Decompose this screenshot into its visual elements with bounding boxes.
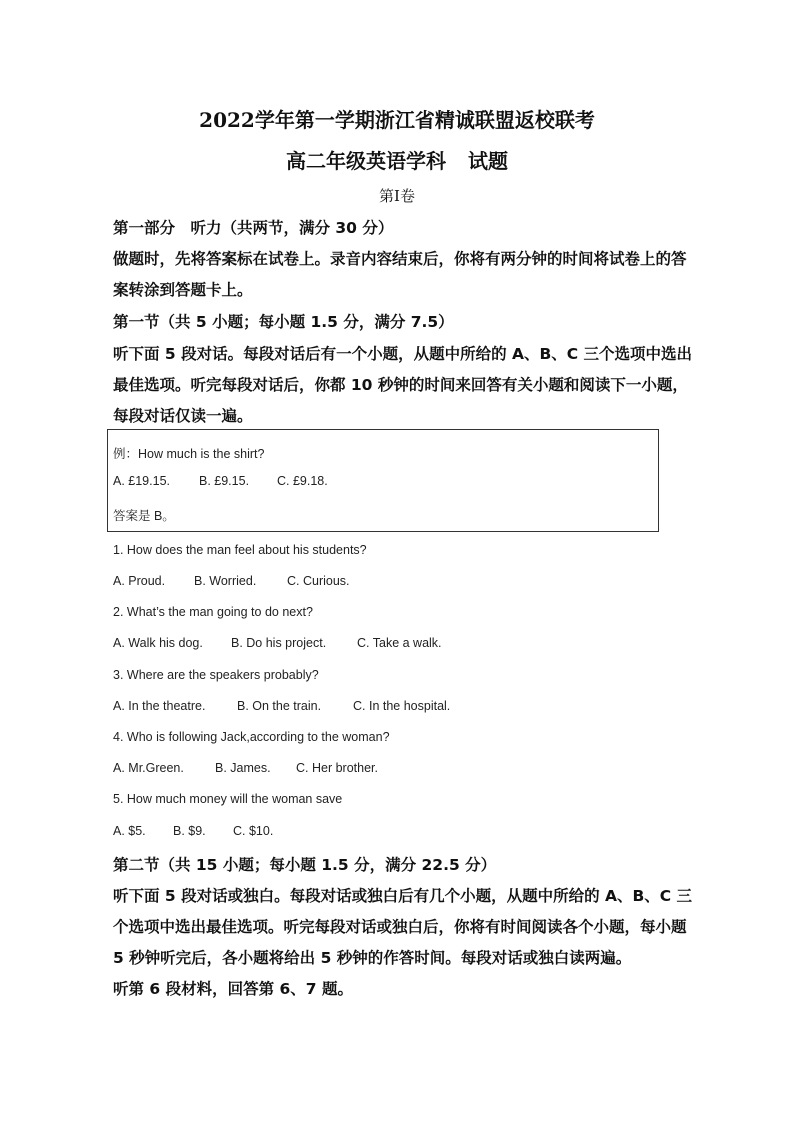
- example-option-c: C. £9.18.: [277, 474, 328, 488]
- example-options: [113, 474, 328, 488]
- q1-option-b: B. Worried.: [194, 574, 257, 588]
- example-option-a: A. £19.15.: [113, 474, 170, 488]
- q4-option-a: A. Mr.Green.: [113, 761, 184, 775]
- subtitle-paper: 试题: [468, 149, 508, 173]
- question-3-options: [113, 699, 450, 713]
- section2-instruction-line2: 个选项中选出最佳选项。听完每段对话或独白后，你将有时间阅读各个小题，每小题: [113, 918, 687, 936]
- question-5: 5. How much money will the woman save: [113, 792, 343, 806]
- subtitle-grade-subject: 高二年级英语学科: [286, 149, 446, 173]
- q1-option-a: A. Proud.: [113, 574, 166, 588]
- section1-instruction-line1: 听下面 5 段对话。每段对话后有一个小题，从题中所给的 A、B、C 三个选项中选出: [113, 345, 693, 363]
- part1-heading: 第一部分 听力（共两节，满分 30 分）: [113, 219, 394, 237]
- example-option-b: B. £9.15.: [199, 474, 250, 488]
- question-2: 2. What’s the man going to do next?: [113, 605, 313, 619]
- q3-option-a: A. In the theatre.: [113, 699, 206, 713]
- question-3: 3. Where are the speakers probably?: [113, 668, 319, 682]
- q2-option-b: B. Do his project.: [231, 636, 327, 650]
- q2-option-c: C. Take a walk.: [357, 636, 442, 650]
- section2-material: 听第 6 段材料，回答第 6、7 题。: [113, 980, 353, 998]
- exam-subtitle: [0, 145, 794, 174]
- question-4: 4. Who is following Jack,according to the woman?: [113, 730, 390, 744]
- q3-option-c: C. In the hospital.: [353, 699, 451, 713]
- section2-instruction-line1: 听下面 5 段对话或独白。每段对话或独白后有几个小题，从题中所给的 A、B、C 三: [113, 887, 693, 905]
- section1-heading: 第一节（共 5 小题；每小题 1.5 分，满分 7.5）: [113, 313, 454, 331]
- section1-instruction-line3: 每段对话仅读一遍。: [113, 407, 253, 425]
- q5-option-b: B. $9.: [173, 824, 206, 838]
- question-4-options: [113, 761, 378, 775]
- part1-instruction-line2: 案转涂到答题卡上。: [113, 281, 253, 299]
- question-5-options: [113, 824, 273, 838]
- q5-option-c: C. $10.: [233, 824, 274, 838]
- exam-title: 2022学年第一学期浙江省精诚联盟返校联考: [199, 108, 595, 132]
- example-answer: 答案是 B。: [113, 509, 175, 523]
- q4-option-b: B. James.: [215, 761, 271, 775]
- question-1-options: [113, 574, 350, 588]
- q3-option-b: B. On the train.: [237, 699, 322, 713]
- volume-label: 第Ⅰ卷: [379, 187, 415, 205]
- question-2-options: [113, 636, 442, 650]
- q1-option-c: C. Curious.: [287, 574, 350, 588]
- q4-option-c: C. Her brother.: [296, 761, 378, 775]
- question-1: 1. How does the man feel about his students?: [113, 543, 367, 557]
- example-question: 例：How much is the shirt?: [113, 447, 265, 461]
- part1-instruction-line1: 做题时，先将答案标在试卷上。录音内容结束后，你将有两分钟的时间将试卷上的答: [113, 250, 687, 268]
- section1-instruction-line2: 最佳选项。听完每段对话后，你都 10 秒钟的时间来回答有关小题和阅读下一小题，: [113, 376, 688, 394]
- section2-heading: 第二节（共 15 小题；每小题 1.5 分，满分 22.5 分）: [113, 856, 497, 874]
- q5-option-a: A. $5.: [113, 824, 146, 838]
- q2-option-a: A. Walk his dog.: [113, 636, 203, 650]
- section2-instruction-line3: 5 秒钟听完后，各小题将给出 5 秒钟的作答时间。每段对话或独白读两遍。: [113, 949, 632, 967]
